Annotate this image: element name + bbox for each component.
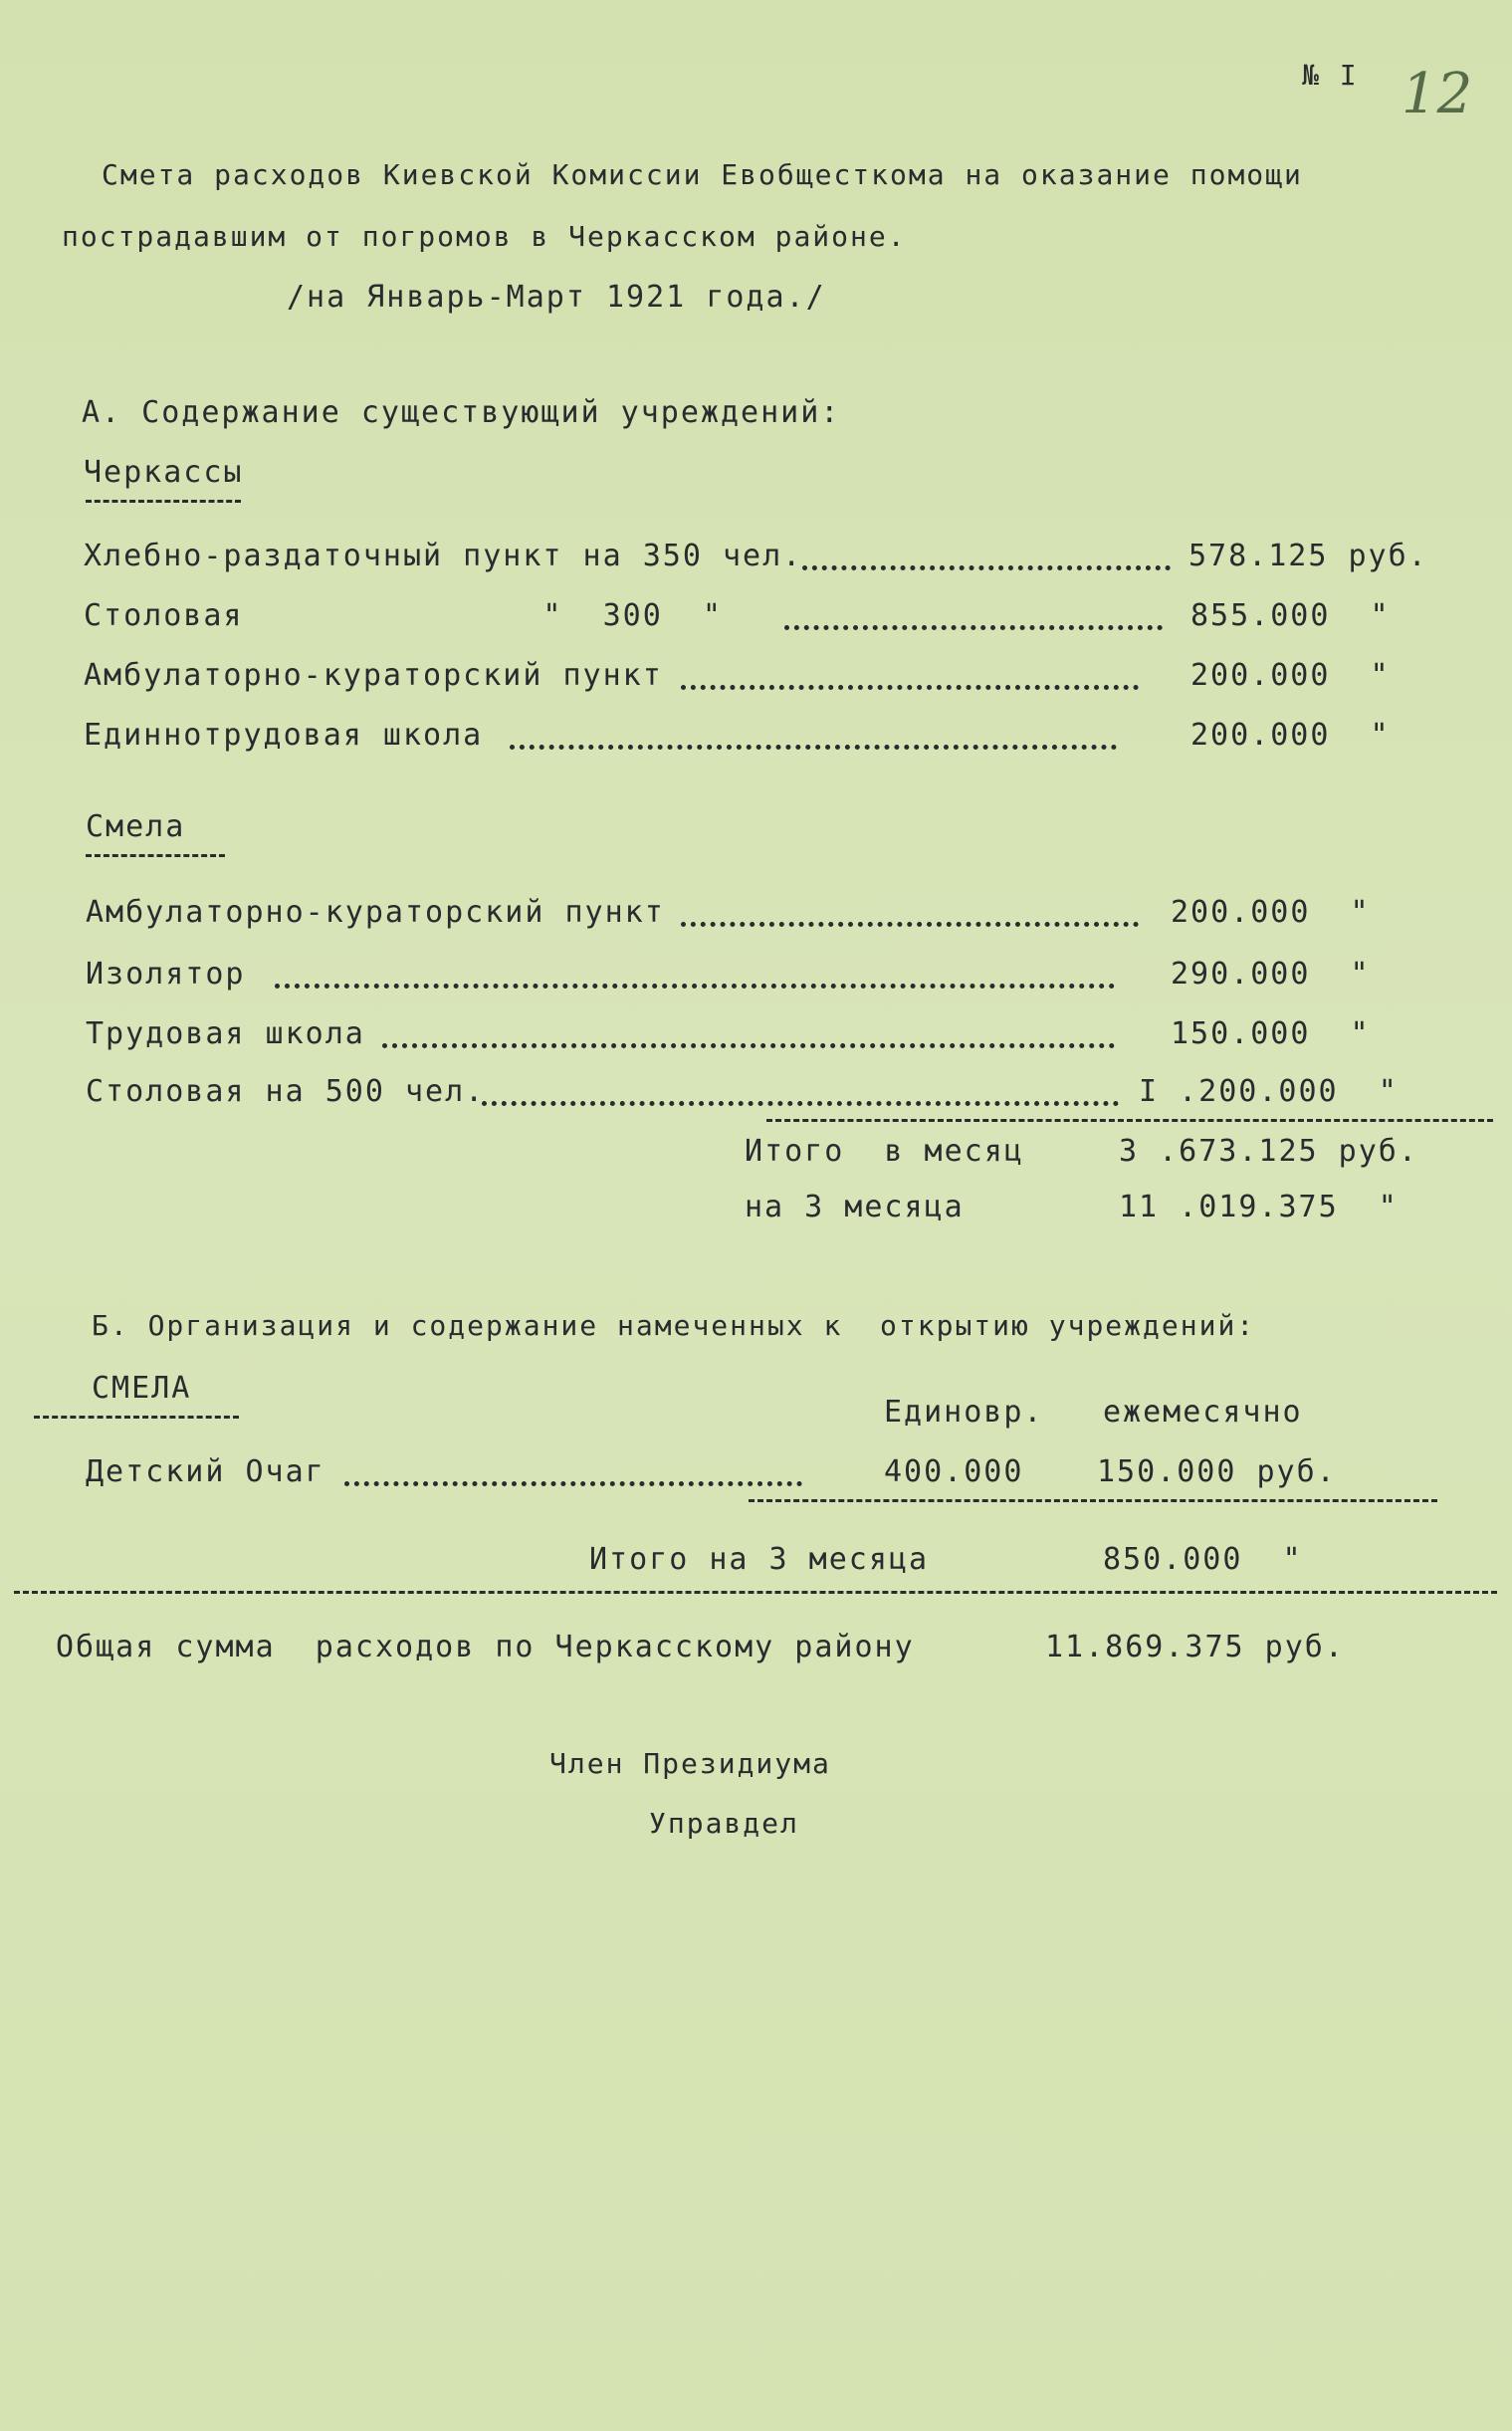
section-b-heading: Б. Организация и содержание намеченных к открытию учреждений: xyxy=(92,1309,1256,1342)
item-amount: 200.000 " xyxy=(1190,658,1391,693)
signature-presidium-member: Член Президиума xyxy=(549,1747,831,1780)
section-b-separator xyxy=(749,1499,1437,1502)
item-label: Изолятор xyxy=(86,957,246,992)
item-label: Амбулаторно-кураторский пункт xyxy=(86,895,665,930)
group-cherkassy-underline xyxy=(86,500,241,503)
dot-leader xyxy=(344,1481,802,1486)
total-month-label: Итого в месяц xyxy=(745,1134,1024,1169)
section-b-group-underline xyxy=(34,1416,239,1419)
group-cherkassy-title: Черкассы xyxy=(84,455,244,490)
item-label: Столовая " 300 " xyxy=(84,598,723,633)
section-a-heading: А. Содержание существующий учреждений: xyxy=(82,395,841,430)
item-monthly-amount: 150.000 руб. xyxy=(1097,1454,1337,1489)
item-amount: 578.125 руб. xyxy=(1188,539,1428,573)
total-month-value: 3 .673.125 руб. xyxy=(1119,1134,1418,1169)
signature-office-manager: Управдел xyxy=(649,1807,799,1840)
item-amount: 200.000 " xyxy=(1171,895,1371,930)
title-line-3: /на Январь-Март 1921 года./ xyxy=(287,280,826,315)
dot-leader xyxy=(275,984,1115,989)
item-amount: I .200.000 " xyxy=(1139,1074,1399,1109)
item-label: Хлебно-раздаточный пункт на 350 чел. xyxy=(84,539,803,573)
section-b-total-value: 850.000 " xyxy=(1103,1542,1303,1577)
item-label: Амбулаторно-кураторский пункт xyxy=(84,658,663,693)
item-amount: 200.000 " xyxy=(1190,718,1391,753)
document-number: № I xyxy=(1302,59,1359,92)
dot-leader xyxy=(482,1101,1119,1106)
total-3-months-value: 11 .019.375 " xyxy=(1119,1190,1399,1224)
handwritten-folio-number: 12 xyxy=(1402,62,1473,126)
item-amount: 150.000 " xyxy=(1171,1016,1371,1051)
title-line-1: Смета расходов Киевской Комиссии Евобщесткома на оказание помощи xyxy=(102,158,1303,191)
total-separator xyxy=(766,1119,1493,1122)
dot-leader xyxy=(681,685,1139,690)
dot-leader xyxy=(510,745,1117,750)
title-line-2: пострадавшим от погромов в Черкасском районе. xyxy=(62,220,907,253)
dot-leader xyxy=(382,1043,1115,1048)
dot-leader xyxy=(802,565,1171,570)
summary-value: 11.869.375 руб. xyxy=(1045,1630,1345,1664)
dot-leader xyxy=(784,625,1163,630)
item-amount: 290.000 " xyxy=(1171,957,1371,992)
column-once-header: Единовр. xyxy=(884,1395,1044,1430)
total-3-months-label: на 3 месяца xyxy=(745,1190,965,1224)
summary-label: Общая сумма расходов по Черкасскому району xyxy=(56,1630,915,1664)
item-amount: 855.000 " xyxy=(1190,598,1391,633)
group-smela-title: Смела xyxy=(86,809,186,844)
column-monthly-header: ежемесячно xyxy=(1103,1395,1303,1430)
section-b-group-title: СМЕЛА xyxy=(92,1371,192,1406)
summary-separator xyxy=(14,1591,1497,1594)
item-once-amount: 400.000 xyxy=(884,1454,1024,1489)
item-label: Детский Очаг xyxy=(86,1454,325,1489)
group-smela-underline xyxy=(86,854,225,857)
item-label: Трудовая школа xyxy=(86,1016,365,1051)
section-b-total-label: Итого на 3 месяца xyxy=(589,1542,930,1577)
dot-leader xyxy=(681,922,1139,927)
item-label: Единнотрудовая школа xyxy=(84,718,484,753)
item-label: Столовая на 500 чел. xyxy=(86,1074,486,1109)
